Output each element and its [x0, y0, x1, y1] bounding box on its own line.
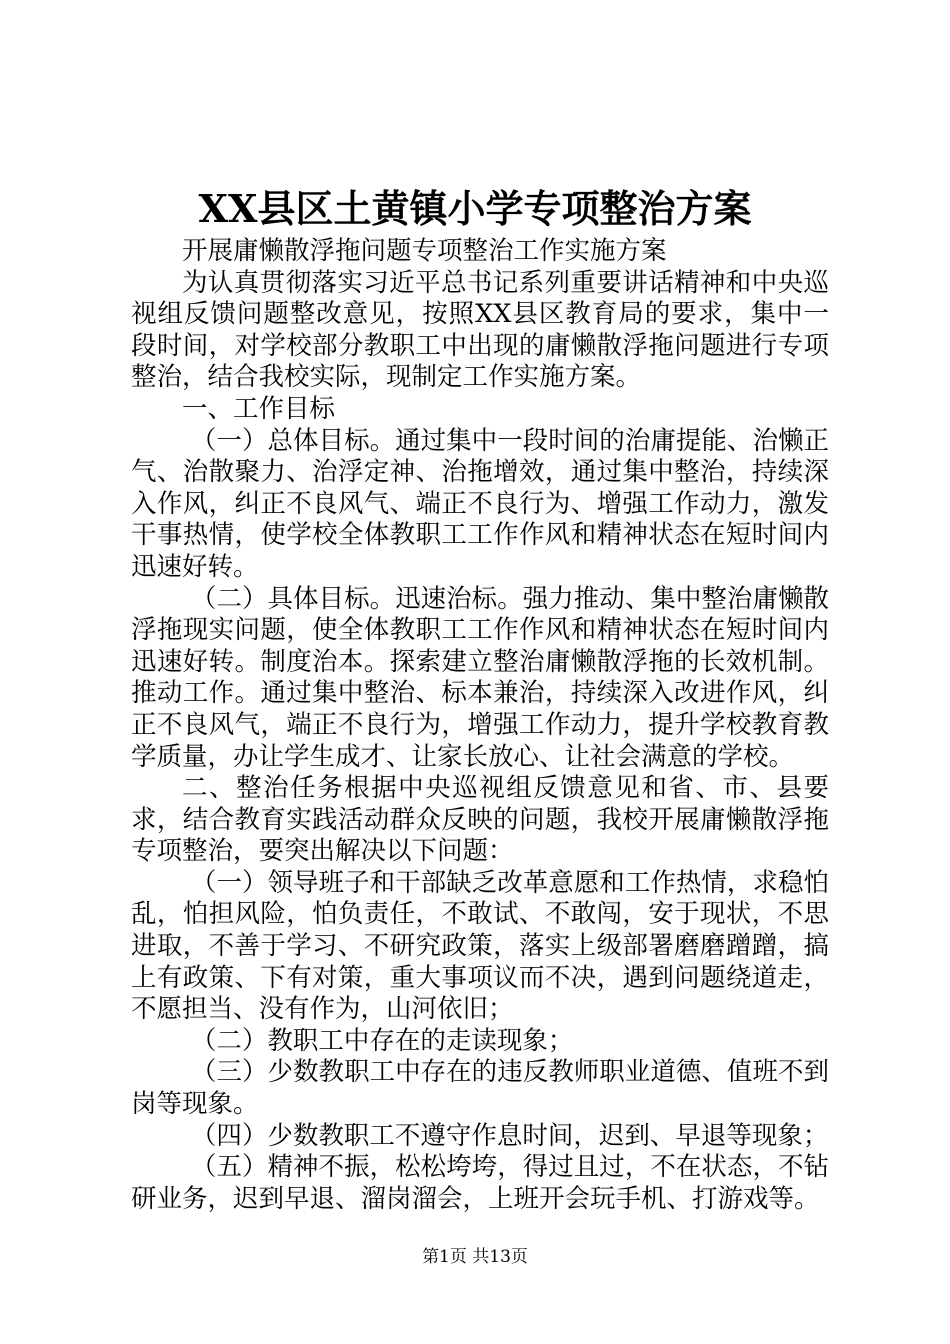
paragraph-subtitle: 开展庸懒散浮拖问题专项整治工作实施方案: [182, 236, 667, 266]
section-heading-goals: 一、工作目标: [182, 393, 336, 424]
paragraph-task-5: （五）精神不振，松松垮垮，得过且过，不在状态，不钻研业务，迟到早退、溜岗溜会，上班开会玩手机、打游戏等。: [131, 1152, 829, 1214]
document-body: [131, 236, 829, 1215]
paragraph-specific-goal: （二）具体目标。迅速治标。强力推动、集中整治庸懒散浮拖现实问题，使全体教职工工作作风和精神状态在短时间内迅速好转。制度治本。探索建立整治庸懒散浮拖的长效机制。推动工作。通过集中整治、标本兼治，持续深入改进作风，纠正不良风气，端正不良行为，增强工作动力，提升学校教育教学质量，办让学生成才、让家长放心、让社会满意的学校。: [131, 583, 829, 772]
paragraph-overall-goal: （一）总体目标。通过集中一段时间的治庸提能、治懒正气、治散聚力、治浮定神、治拖增效，通过集中整治，持续深入作风，纠正不良风气、端正不良行为、增强工作动力，激发干事热情，使学校全体教职工工作作风和精神状态在短时间内迅速好转。: [131, 425, 829, 582]
section-heading-tasks: 二、整治任务根据中央巡视组反馈意见和省、市、县要求，结合教育实践活动群众反映的问题，我校开展庸懒散浮拖专项整治，要突出解决以下问题：: [131, 773, 829, 867]
page-number-footer: 第1页 共13页: [422, 1247, 528, 1267]
paragraph-task-2: （二）教职工中存在的走读现象；: [190, 1025, 574, 1056]
paragraph-task-4: （四）少数教职工不遵守作息时间，迟到、早退等现象；: [190, 1120, 829, 1151]
paragraph-intro: 为认真贯彻落实习近平总书记系列重要讲话精神和中央巡视组反馈问题整改意见，按照XX县区教育局的要求，集中一段时间，对学校部分教职工中出现的庸懒散浮拖问题进行专项整治，结合我校实际，现制定工作实施方案。: [131, 267, 829, 393]
paragraph-task-3: （三）少数教职工中存在的违反教师职业道德、值班不到岗等现象。: [131, 1057, 829, 1120]
document-title: XX县区土黄镇小学专项整治方案: [198, 186, 752, 231]
paragraph-task-1: （一）领导班子和干部缺乏改革意愿和工作热情，求稳怕乱，怕担风险，怕负责任，不敢试、不敢闯，安于现状，不思进取，不善于学习、不研究政策，落实上级部署磨磨蹭蹭，搞上有政策、下有对策，重大事项议而不决，遇到问题绕道走，不愿担当、没有作为，山河依旧；: [131, 867, 829, 1025]
